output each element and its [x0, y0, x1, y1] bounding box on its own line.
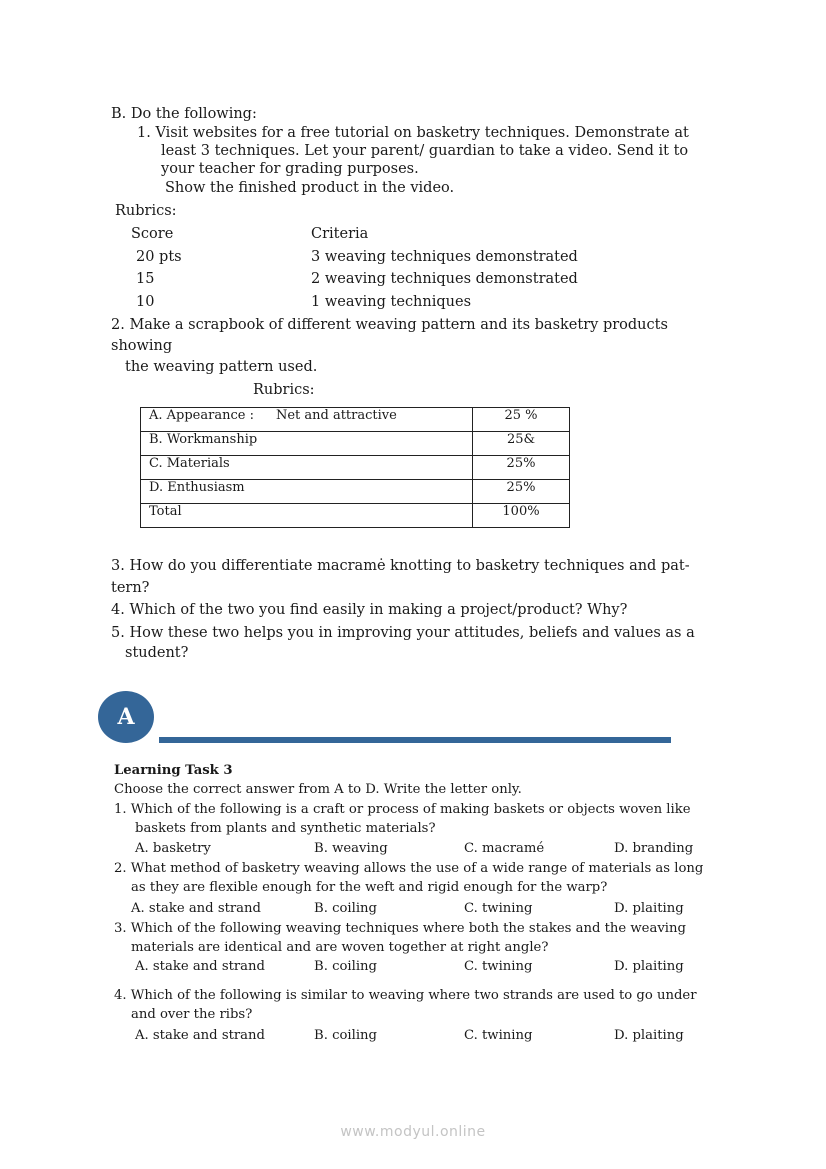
mcq-choice: A. stake and strand	[131, 901, 261, 916]
mcq-question-line: baskets from plants and synthetic materials?	[135, 821, 436, 836]
mcq-question-line: 1. Which of the following is a craft or process of making baskets or objects woven like	[114, 802, 691, 817]
rubrics-table	[140, 407, 570, 528]
mcq-choice: C. twining	[464, 901, 533, 916]
item1-line: your teacher for grading purposes.	[161, 161, 419, 177]
item2-line: 2. Make a scrapbook of different weaving pattern and its basketry products	[111, 317, 668, 333]
question-line: 3. How do you differentiate macramė knotting to basketry techniques and pat-	[111, 558, 690, 574]
mcq-question-line: 2. What method of basketry weaving allows the use of a wide range of materials as long	[114, 861, 704, 876]
question-line: 4. Which of the two you find easily in making a project/product? Why?	[111, 602, 628, 618]
mcq-question-line: and over the ribs?	[131, 1007, 253, 1022]
mcq-choice: A. stake and strand	[135, 959, 265, 974]
learning-task-title: Learning Task 3	[114, 763, 233, 778]
learning-task-instruction: Choose the correct answer from A to D. Write the letter only.	[114, 782, 522, 797]
criterion: B. Workmanship	[141, 432, 473, 456]
table-row	[141, 408, 570, 432]
criterion-value: 25 %	[473, 408, 570, 432]
section-letter-badge: A	[98, 691, 154, 743]
mcq-choice: A. stake and strand	[135, 1028, 265, 1043]
mcq-choice: D. plaiting	[614, 1028, 684, 1043]
question-line: student?	[125, 645, 189, 661]
section-b-heading: B. Do the following:	[111, 106, 257, 122]
criterion: D. Enthusiasm	[141, 480, 473, 504]
criterion-value: 100%	[473, 504, 570, 528]
watermark: www.modyul.online	[340, 1124, 486, 1140]
mcq-question-line: as they are flexible enough for the weft and rigid enough for the warp?	[131, 880, 608, 895]
rubric-score: 10	[136, 294, 155, 310]
criterion: Total	[141, 504, 473, 528]
mcq-choice: B. coiling	[314, 1028, 377, 1043]
mcq-question-line: 3. Which of the following weaving techniques where both the stakes and the weaving	[114, 921, 686, 936]
rubrics-label: Rubrics:	[115, 203, 177, 219]
mcq-choice: D. branding	[614, 841, 694, 856]
section-divider-bar	[159, 737, 671, 743]
mcq-choice: B. coiling	[314, 901, 377, 916]
table-row	[141, 456, 570, 480]
mcq-choice: A. basketry	[135, 841, 211, 856]
criterion-value: 25&	[473, 432, 570, 456]
rubric-criteria: 2 weaving techniques demonstrated	[311, 271, 578, 287]
mcq-question-line: materials are identical and are woven together at right angle?	[131, 940, 549, 955]
mcq-choice: D. plaiting	[614, 959, 684, 974]
table-row	[141, 432, 570, 456]
item1-line: Show the finished product in the video.	[165, 180, 455, 196]
criterion-value: 25%	[473, 480, 570, 504]
mcq-choice: B. coiling	[314, 959, 377, 974]
rubric-criteria: 3 weaving techniques demonstrated	[311, 249, 578, 265]
rubric-score: 15	[136, 271, 155, 287]
mcq-question-line: 4. Which of the following is similar to weaving where two strands are used to go under	[114, 988, 697, 1003]
criterion-value: 25%	[473, 456, 570, 480]
item1-line: 1. Visit websites for a free tutorial on basketry techniques. Demonstrate at	[137, 125, 689, 141]
rubric-score: 20 pts	[136, 249, 182, 265]
item2-line: the weaving pattern used.	[125, 359, 318, 375]
rubric-criteria: 1 weaving techniques	[311, 294, 472, 310]
question-line: 5. How these two helps you in improving your attitudes, beliefs and values as a	[111, 625, 695, 641]
mcq-choice: B. weaving	[314, 841, 388, 856]
criterion: A. Appearance :	[149, 408, 254, 423]
table-row	[141, 480, 570, 504]
criterion-detail: Net and attractive	[275, 408, 397, 423]
criterion: C. Materials	[141, 456, 473, 480]
rubric-header-score: Score	[131, 226, 174, 242]
rubrics2-label: Rubrics:	[253, 382, 315, 398]
mcq-choice: C. twining	[464, 959, 533, 974]
mcq-choice: C. macramé	[464, 841, 545, 856]
mcq-choice: C. twining	[464, 1028, 533, 1043]
table-row	[141, 504, 570, 528]
item1-line: least 3 techniques. Let your parent/ guardian to take a video. Send it to	[161, 143, 689, 159]
mcq-choice: D. plaiting	[614, 901, 684, 916]
question-line: tern?	[111, 580, 150, 596]
item2-line: showing	[111, 338, 173, 354]
rubric-header-criteria: Criteria	[311, 226, 369, 242]
